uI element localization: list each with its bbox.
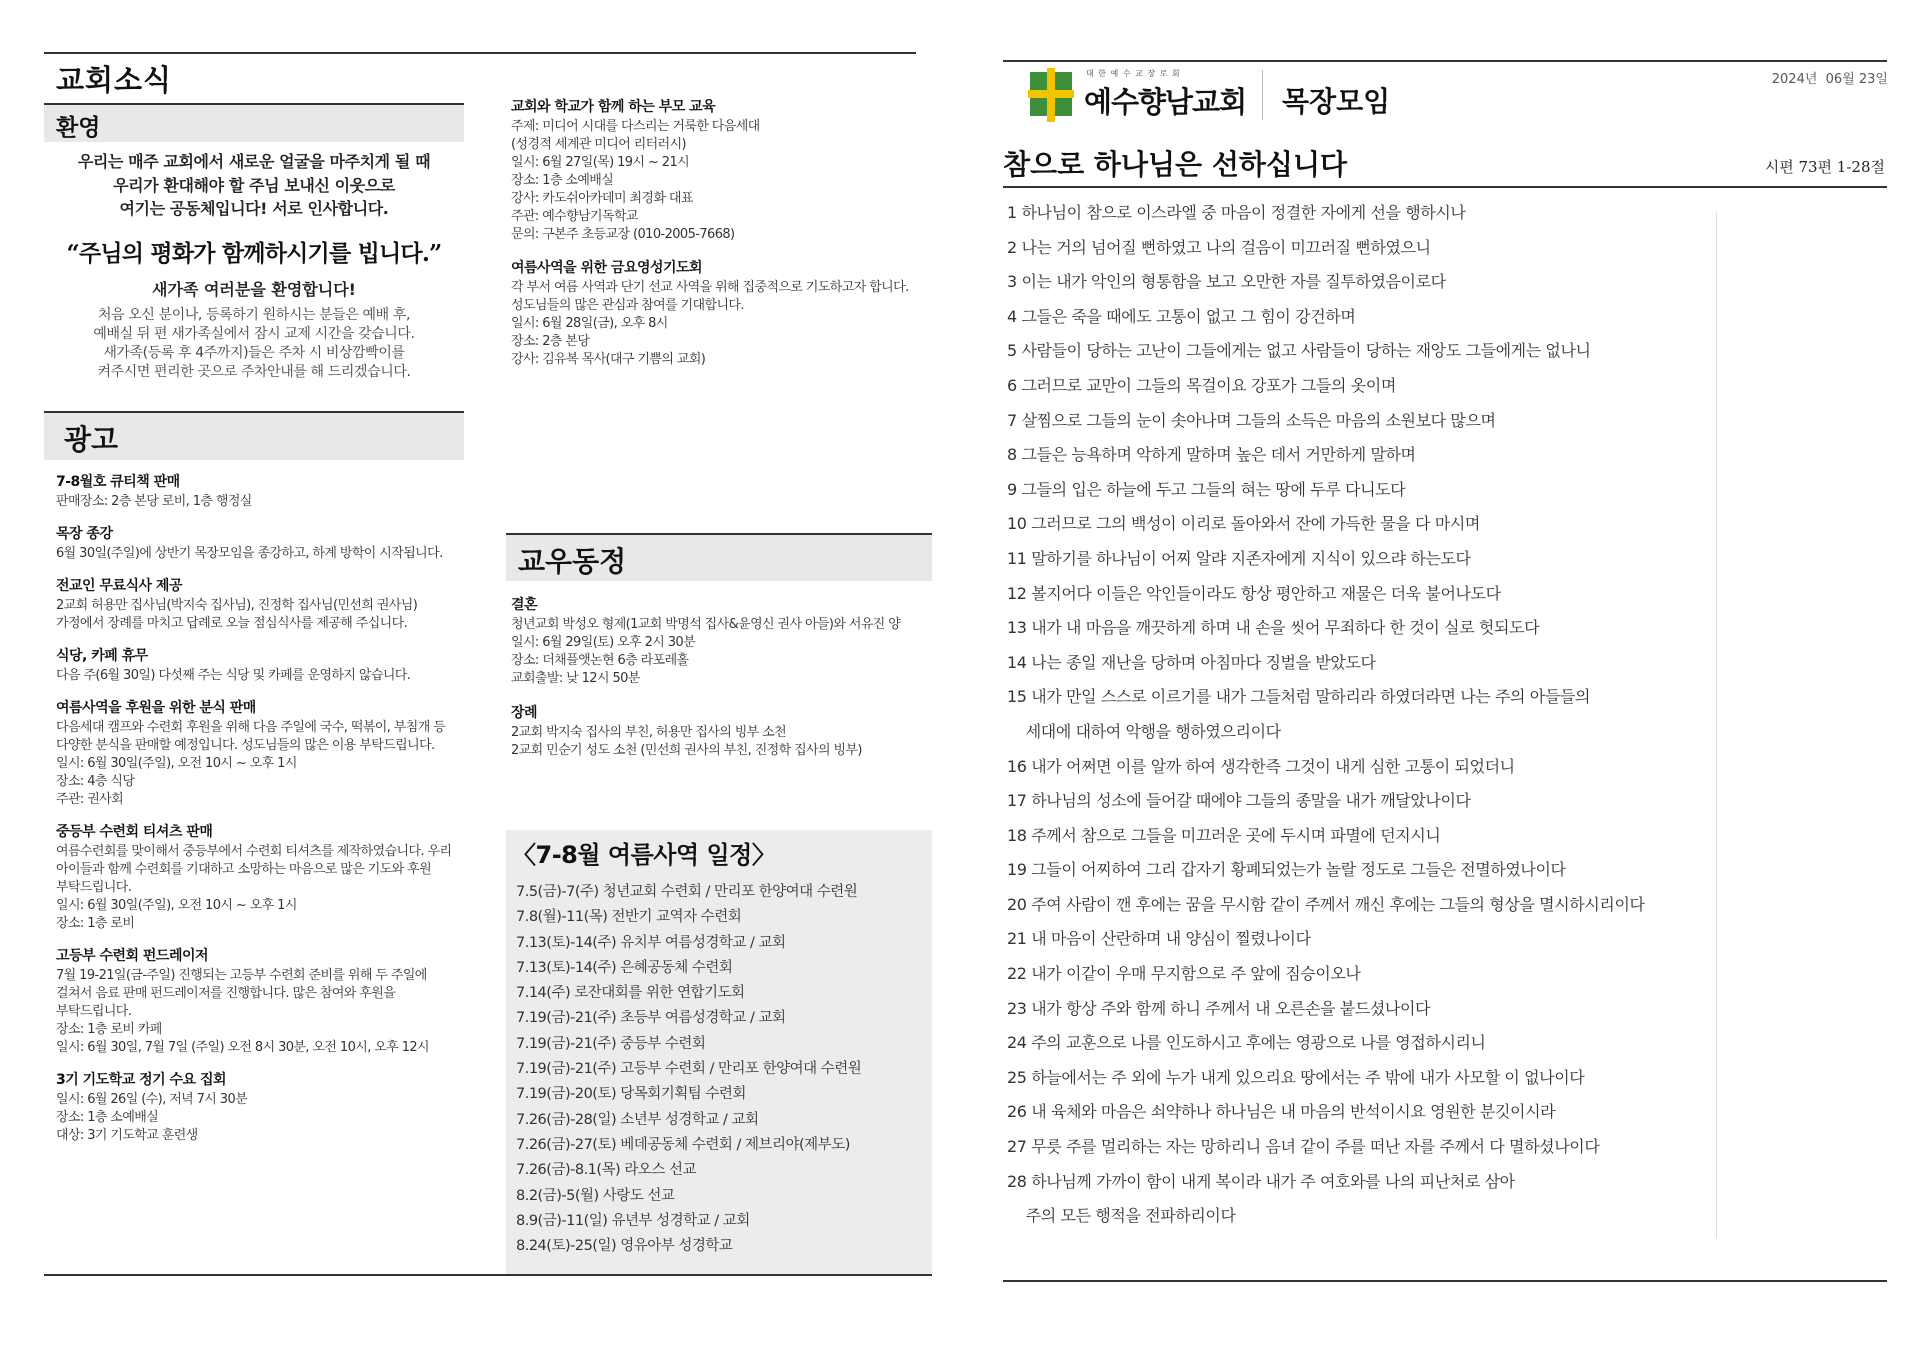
notice-line: 교회출발: 낮 12시 50분 <box>511 671 640 686</box>
notice-line: 아이들과 함께 수련회를 기대하고 소망하는 마음으로 많은 기도와 후원 <box>56 862 432 877</box>
middle-notices <box>511 96 931 382</box>
notice-title: 7-8월호 큐티책 판매 <box>56 474 180 490</box>
welcome-intro-line: 우리는 매주 교회에서 새로운 얼굴을 마주치게 될 때 <box>77 152 431 171</box>
notice-title: 결혼 <box>511 597 538 613</box>
notice-line: 장소: 1층 소예배실 <box>56 1110 159 1125</box>
notice-line: 7월 19-21일(금-주일) 진행되는 고등부 수련회 준비를 위해 두 주일에 <box>56 968 427 983</box>
schedule-item: 7.26(금)-27(토) 베데공동체 수련회 / 제브리야(제부도) <box>516 1136 850 1153</box>
schedule-item: 7.19(금)-21(주) 중등부 수련회 <box>516 1035 706 1052</box>
verse-line: 13 내가 내 마음을 깨끗하게 하며 내 손을 씻어 무죄하다 한 것이 실로 헛되도다 <box>1007 618 1540 638</box>
verse-line: 25 하늘에서는 주 외에 누가 내게 있으리요 땅에서는 주 밖에 내가 사모할 이 없나이다 <box>1007 1067 1585 1087</box>
notice-line: 대상: 3기 기도학교 훈련생 <box>56 1128 198 1143</box>
schedule-item: 7.26(금)-8.1(목) 라오스 선교 <box>516 1162 696 1179</box>
notice-line: 성도님들의 많은 관심과 참여를 기대합니다. <box>511 298 744 313</box>
schedule-item: 7.5(금)-7(주) 청년교회 수련회 / 만리포 한양여대 수련원 <box>516 884 858 900</box>
welcome-detail-line: 처음 오신 분이나, 등록하기 원하시는 분들은 예배 후, <box>97 306 411 323</box>
ads-list <box>56 471 468 1157</box>
bottom-rule-right <box>1003 1280 1887 1282</box>
verse-line: 3 이는 내가 악인의 형통함을 보고 오만한 자를 질투하였음이로다 <box>1007 272 1446 292</box>
psalm-verses <box>1007 196 1707 1234</box>
notice-line: 장소: 4층 식당 <box>56 774 135 789</box>
notice-line: 여름수련회를 맞이해서 중등부에서 수련회 티셔츠를 제작하였습니다. 우리 <box>56 844 452 859</box>
verse-line: 7 살찜으로 그들의 눈이 솟아나며 그들의 소득은 마음의 소원보다 많으며 <box>1007 410 1496 430</box>
verse-line: 6 그러므로 교만이 그들의 목걸이요 강포가 그들의 옷이며 <box>1007 375 1396 395</box>
verse-line: 8 그들은 능욕하며 악하게 말하며 높은 데서 거만하게 말하며 <box>1007 445 1416 465</box>
notice-line: 문의: 구본주 초등교장 (010-2005-7668) <box>511 227 735 242</box>
notice-title: 여름사역을 후원을 위한 분식 판매 <box>56 700 256 716</box>
notice-line: 장소: 2층 본당 <box>511 334 590 349</box>
verse-line: 세대에 대하여 악행을 행하였으리이다 <box>1007 721 1281 741</box>
welcome-detail-line: 켜주시면 편리한 곳으로 주차안내를 해 드리겠습니다. <box>97 363 411 380</box>
notice-line: 다음세대 캠프와 수련회 후원을 위해 다음 주일에 국수, 떡볶이, 부침개 등 <box>56 720 446 735</box>
notice-line: 주관: 예수향남기독학교 <box>511 209 638 224</box>
ads-header: 광고 <box>64 423 119 456</box>
notice-line: 다음 주(6월 30일) 다섯째 주는 식당 및 카페를 운영하지 않습니다. <box>56 668 411 683</box>
verse-line: 11 말하기를 하나님이 어찌 알랴 지존자에게 지식이 있으랴 하는도다 <box>1007 548 1471 568</box>
welcome-intro-line: 여기는 공동체입니다! 서로 인사합니다. <box>119 199 389 218</box>
verse-line: 15 내가 만일 스스로 이르기를 내가 그들처럼 말하리라 하였더라면 나는 주의 아들들의 <box>1007 687 1591 707</box>
bulletin-title: 목장모임 <box>1282 85 1391 118</box>
notice-title: 교회와 학교가 함께 하는 부모 교육 <box>511 99 716 115</box>
schedule-item: 7.19(금)-21(주) 고등부 수련회 / 만리포 한양여대 수련원 <box>516 1061 862 1078</box>
bulletin-date: 2024년 06월 23일 <box>1771 72 1888 87</box>
verse-line: 24 주의 교훈으로 나를 인도하시고 후에는 영광으로 나를 영접하시리니 <box>1007 1033 1486 1053</box>
schedule-item: 8.9(금)-11(일) 유년부 성경학교 / 교회 <box>516 1212 750 1229</box>
schedule-list <box>516 880 926 1259</box>
notice-line: 걸쳐서 음료 판매 펀드레이저를 진행합니다. 많은 참여와 후원을 <box>56 986 396 1001</box>
verse-line: 19 그들이 어찌하여 그리 갑자기 황폐되었는가 놀랄 정도로 그들은 전멸하였나이다 <box>1007 860 1566 880</box>
top-rule-left <box>44 52 916 54</box>
notice-line: (성경적 세계관 미디어 리터러시) <box>511 137 686 152</box>
top-rule-right <box>1003 60 1887 62</box>
notice-line: 주제: 미디어 시대를 다스리는 거룩한 다음세대 <box>511 119 760 134</box>
notice-line: 다양한 분식을 판매할 예정입니다. 성도님들의 많은 이용 부탁드립니다. <box>56 738 435 753</box>
church-logo-icon <box>1026 66 1076 124</box>
notice-line: 장소: 1층 로비 <box>56 916 135 931</box>
schedule-item: 7.19(금)-20(토) 당목회기획팀 수련회 <box>516 1086 746 1103</box>
notice-item <box>56 575 468 633</box>
schedule-item: 8.2(금)-5(월) 사랑도 선교 <box>516 1187 675 1204</box>
welcome-quote: “주님의 평화가 함께하시기를 빕니다.” <box>66 239 442 267</box>
notice-item <box>56 645 468 685</box>
members-header: 교우동정 <box>518 545 627 578</box>
welcome-intro <box>44 150 464 221</box>
notice-item <box>56 945 468 1057</box>
notice-item <box>56 821 468 933</box>
verse-line: 20 주여 사람이 깬 후에는 꿈을 무시함 같이 주께서 깨신 후에는 그들의 형상을 멸시하시리이다 <box>1007 894 1645 914</box>
notice-item <box>56 471 468 511</box>
notice-line: 6월 30일(주일)에 상반기 목장모임을 종강하고, 하계 방학이 시작됩니다. <box>56 546 443 561</box>
schedule-item: 7.14(주) 로잔대회를 위한 연합기도회 <box>516 985 745 1002</box>
notice-item <box>56 697 468 809</box>
notice-line: 장소: 1층 소예배실 <box>511 173 614 188</box>
psalm-rule <box>1003 186 1887 188</box>
notice-line: 청년교회 박성오 형제(1교회 박명석 집사&윤영신 권사 아들)와 서유진 양 <box>511 617 901 632</box>
verse-line: 1 하나님이 참으로 이스라엘 중 마음이 정결한 자에게 선을 행하시나 <box>1007 203 1466 222</box>
schedule-item: 8.24(토)-25(일) 영유아부 성경학교 <box>516 1238 733 1255</box>
welcome-detail-line: 예배실 뒤 편 새가족실에서 잠시 교제 시간을 갖습니다. <box>93 325 415 342</box>
verse-line: 22 내가 이같이 우매 무지함으로 주 앞에 짐승이오나 <box>1007 964 1361 984</box>
notice-line: 일시: 6월 28일(금), 오후 8시 <box>511 316 668 331</box>
verse-line: 16 내가 어쩌면 이를 알까 하여 생각한즉 그것이 내게 심한 고통이 되었더니 <box>1007 756 1515 776</box>
verse-line: 2 나는 거의 넘어질 뻔하였고 나의 걸음이 미끄러질 뻔하였으니 <box>1007 237 1431 257</box>
verse-line: 17 하나님의 성소에 들어갈 때에야 그들의 종말을 내가 깨달았나이다 <box>1007 791 1471 811</box>
church-name: 예수향남교회 <box>1084 85 1247 119</box>
notice-title: 3기 기도학교 정기 수요 집회 <box>56 1072 227 1088</box>
verse-line: 27 무릇 주를 멀리하는 자는 망하리니 음녀 같이 주를 떠난 자를 주께서 다 멸하셨나이다 <box>1007 1137 1600 1157</box>
notice-line: 일시: 6월 30일(주일), 오전 10시 ~ 오후 1시 <box>56 898 297 913</box>
notice-item <box>511 96 931 244</box>
notice-line: 2교회 민순기 성도 소천 (민선희 권사의 부친, 진정학 집사의 빙부) <box>511 743 862 758</box>
verse-line: 12 볼지어다 이들은 악인들이라도 항상 평안하고 재물은 더욱 불어나도다 <box>1007 583 1501 603</box>
logo-divider <box>1262 70 1263 120</box>
schedule-item: 7.8(월)-11(목) 전반기 교역자 수련회 <box>516 909 742 926</box>
verse-line: 주의 모든 행적을 전파하리이다 <box>1007 1206 1236 1226</box>
notice-line: 일시: 6월 29일(토) 오후 2시 30분 <box>511 635 696 650</box>
denomination-label: 대 한 예 수 교 장 로 회 <box>1086 69 1181 78</box>
notice-item <box>511 257 931 369</box>
verse-line: 9 그들의 입은 하늘에 두고 그들의 혀는 땅에 두루 다니도다 <box>1007 479 1406 499</box>
welcome-detail-line: 새가족(등록 후 4주까지)들은 주차 시 비상깜빡이를 <box>103 344 405 361</box>
verse-line: 21 내 마음이 산란하며 내 양심이 찔렸나이다 <box>1007 929 1311 949</box>
welcome-intro-line: 우리가 환대해야 할 주님 보내신 이웃으로 <box>113 175 395 195</box>
verse-line: 28 하나님께 가까이 함이 내게 복이라 내가 주 여호와를 나의 피난처로 삼아 <box>1007 1171 1515 1191</box>
notice-line: 부탁드립니다. <box>56 880 132 895</box>
notice-line: 부탁드립니다. <box>56 1004 132 1019</box>
welcome-details <box>44 306 464 382</box>
members-list <box>511 594 931 774</box>
notice-title: 고등부 수련회 펀드레이저 <box>56 948 209 964</box>
notice-title: 식당, 카페 휴무 <box>56 648 148 664</box>
verse-line: 10 그러므로 그의 백성이 이리로 돌아와서 잔에 가득한 물을 다 마시며 <box>1007 514 1480 534</box>
verse-column-divider <box>1716 212 1717 1238</box>
verse-line: 26 내 육체와 마음은 쇠약하나 하나님은 내 마음의 반석이시요 영원한 분깃이시라 <box>1007 1102 1556 1122</box>
notice-item <box>56 1069 468 1145</box>
welcome-section <box>44 150 464 382</box>
notice-line: 판매장소: 2층 본당 로비, 1층 행정실 <box>56 494 252 509</box>
notice-line: 주관: 권사회 <box>56 792 124 807</box>
psalm-reference: 시편 73편 1-28절 <box>1764 158 1885 176</box>
psalm-title: 참으로 하나님은 선하십니다 <box>1003 148 1348 181</box>
welcome-header: 환영 <box>56 114 101 141</box>
notice-line: 강사: 김유복 목사(대구 기쁨의 교회) <box>511 352 706 367</box>
notice-line: 일시: 6월 26일 (수), 저녁 7시 30분 <box>56 1092 248 1107</box>
verse-line: 14 나는 종일 재난을 당하며 아침마다 징벌을 받았도다 <box>1007 652 1376 672</box>
notice-line: 일시: 6월 27일(목) 19시 ~ 21시 <box>511 155 690 170</box>
notice-item <box>511 702 931 760</box>
welcome-header-bg <box>44 105 464 142</box>
schedule-item: 7.26(금)-28(일) 소년부 성경학교 / 교회 <box>516 1111 759 1128</box>
page-title: 교회소식 <box>56 63 173 97</box>
notice-title: 전교인 무료식사 제공 <box>56 578 182 594</box>
notice-title: 목장 종강 <box>56 526 113 542</box>
notice-line: 일시: 6월 30일, 7월 7일 (주일) 오전 8시 30분, 오전 10시, 오후 12시 <box>56 1040 430 1055</box>
verse-line: 5 사람들이 당하는 고난이 그들에게는 없고 사람들이 당하는 재앙도 그들에게는 없나니 <box>1007 341 1591 361</box>
schedule-item: 7.13(토)-14(주) 유치부 여름성경학교 / 교회 <box>516 934 786 951</box>
notice-item <box>56 523 468 563</box>
notice-line: 장소: 1층 로비 카페 <box>56 1022 162 1037</box>
schedule-item: 7.13(토)-14(주) 은혜공동체 수련회 <box>516 959 733 976</box>
notice-line: 2교회 박지숙 집사의 부친, 허용만 집사의 빙부 소천 <box>511 725 787 740</box>
notice-line: 2교회 허용만 집사님(박지숙 집사님), 진정학 집사님(민선희 권사님) <box>56 598 418 613</box>
notice-title: 여름사역을 위한 금요영성기도회 <box>511 260 703 276</box>
bottom-rule-left <box>44 1274 932 1276</box>
verse-line: 23 내가 항상 주와 함께 하니 주께서 내 오른손을 붙드셨나이다 <box>1007 998 1431 1018</box>
notice-line: 각 부서 여름 사역과 단기 선교 사역을 위해 집중적으로 기도하고자 합니다. <box>511 280 909 295</box>
notice-title: 중등부 수련회 티셔츠 판매 <box>56 824 213 840</box>
verse-line: 18 주께서 참으로 그들을 미끄러운 곳에 두시며 파멸에 던지시니 <box>1007 825 1441 845</box>
verse-line: 4 그들은 죽을 때에도 고통이 없고 그 힘이 강건하며 <box>1007 306 1356 326</box>
notice-line: 일시: 6월 30일(주일), 오전 10시 ~ 오후 1시 <box>56 756 297 771</box>
schedule-item: 7.19(금)-21(주) 초등부 여름성경학교 / 교회 <box>516 1010 786 1027</box>
welcome-subheading: 새가족 여러분을 환영합니다! <box>152 279 356 299</box>
notice-line: 강사: 카도쉬아카데미 최경화 대표 <box>511 191 693 206</box>
notice-title: 장례 <box>511 705 538 721</box>
notice-line: 장소: 더채플앳논현 6층 라포레홀 <box>511 653 689 668</box>
notice-line: 가정에서 장례를 마치고 답례로 오늘 점심식사를 제공해 주십니다. <box>56 616 408 631</box>
notice-item <box>511 594 931 688</box>
schedule-header: 〈7-8월 여름사역 일정〉 <box>512 841 776 869</box>
